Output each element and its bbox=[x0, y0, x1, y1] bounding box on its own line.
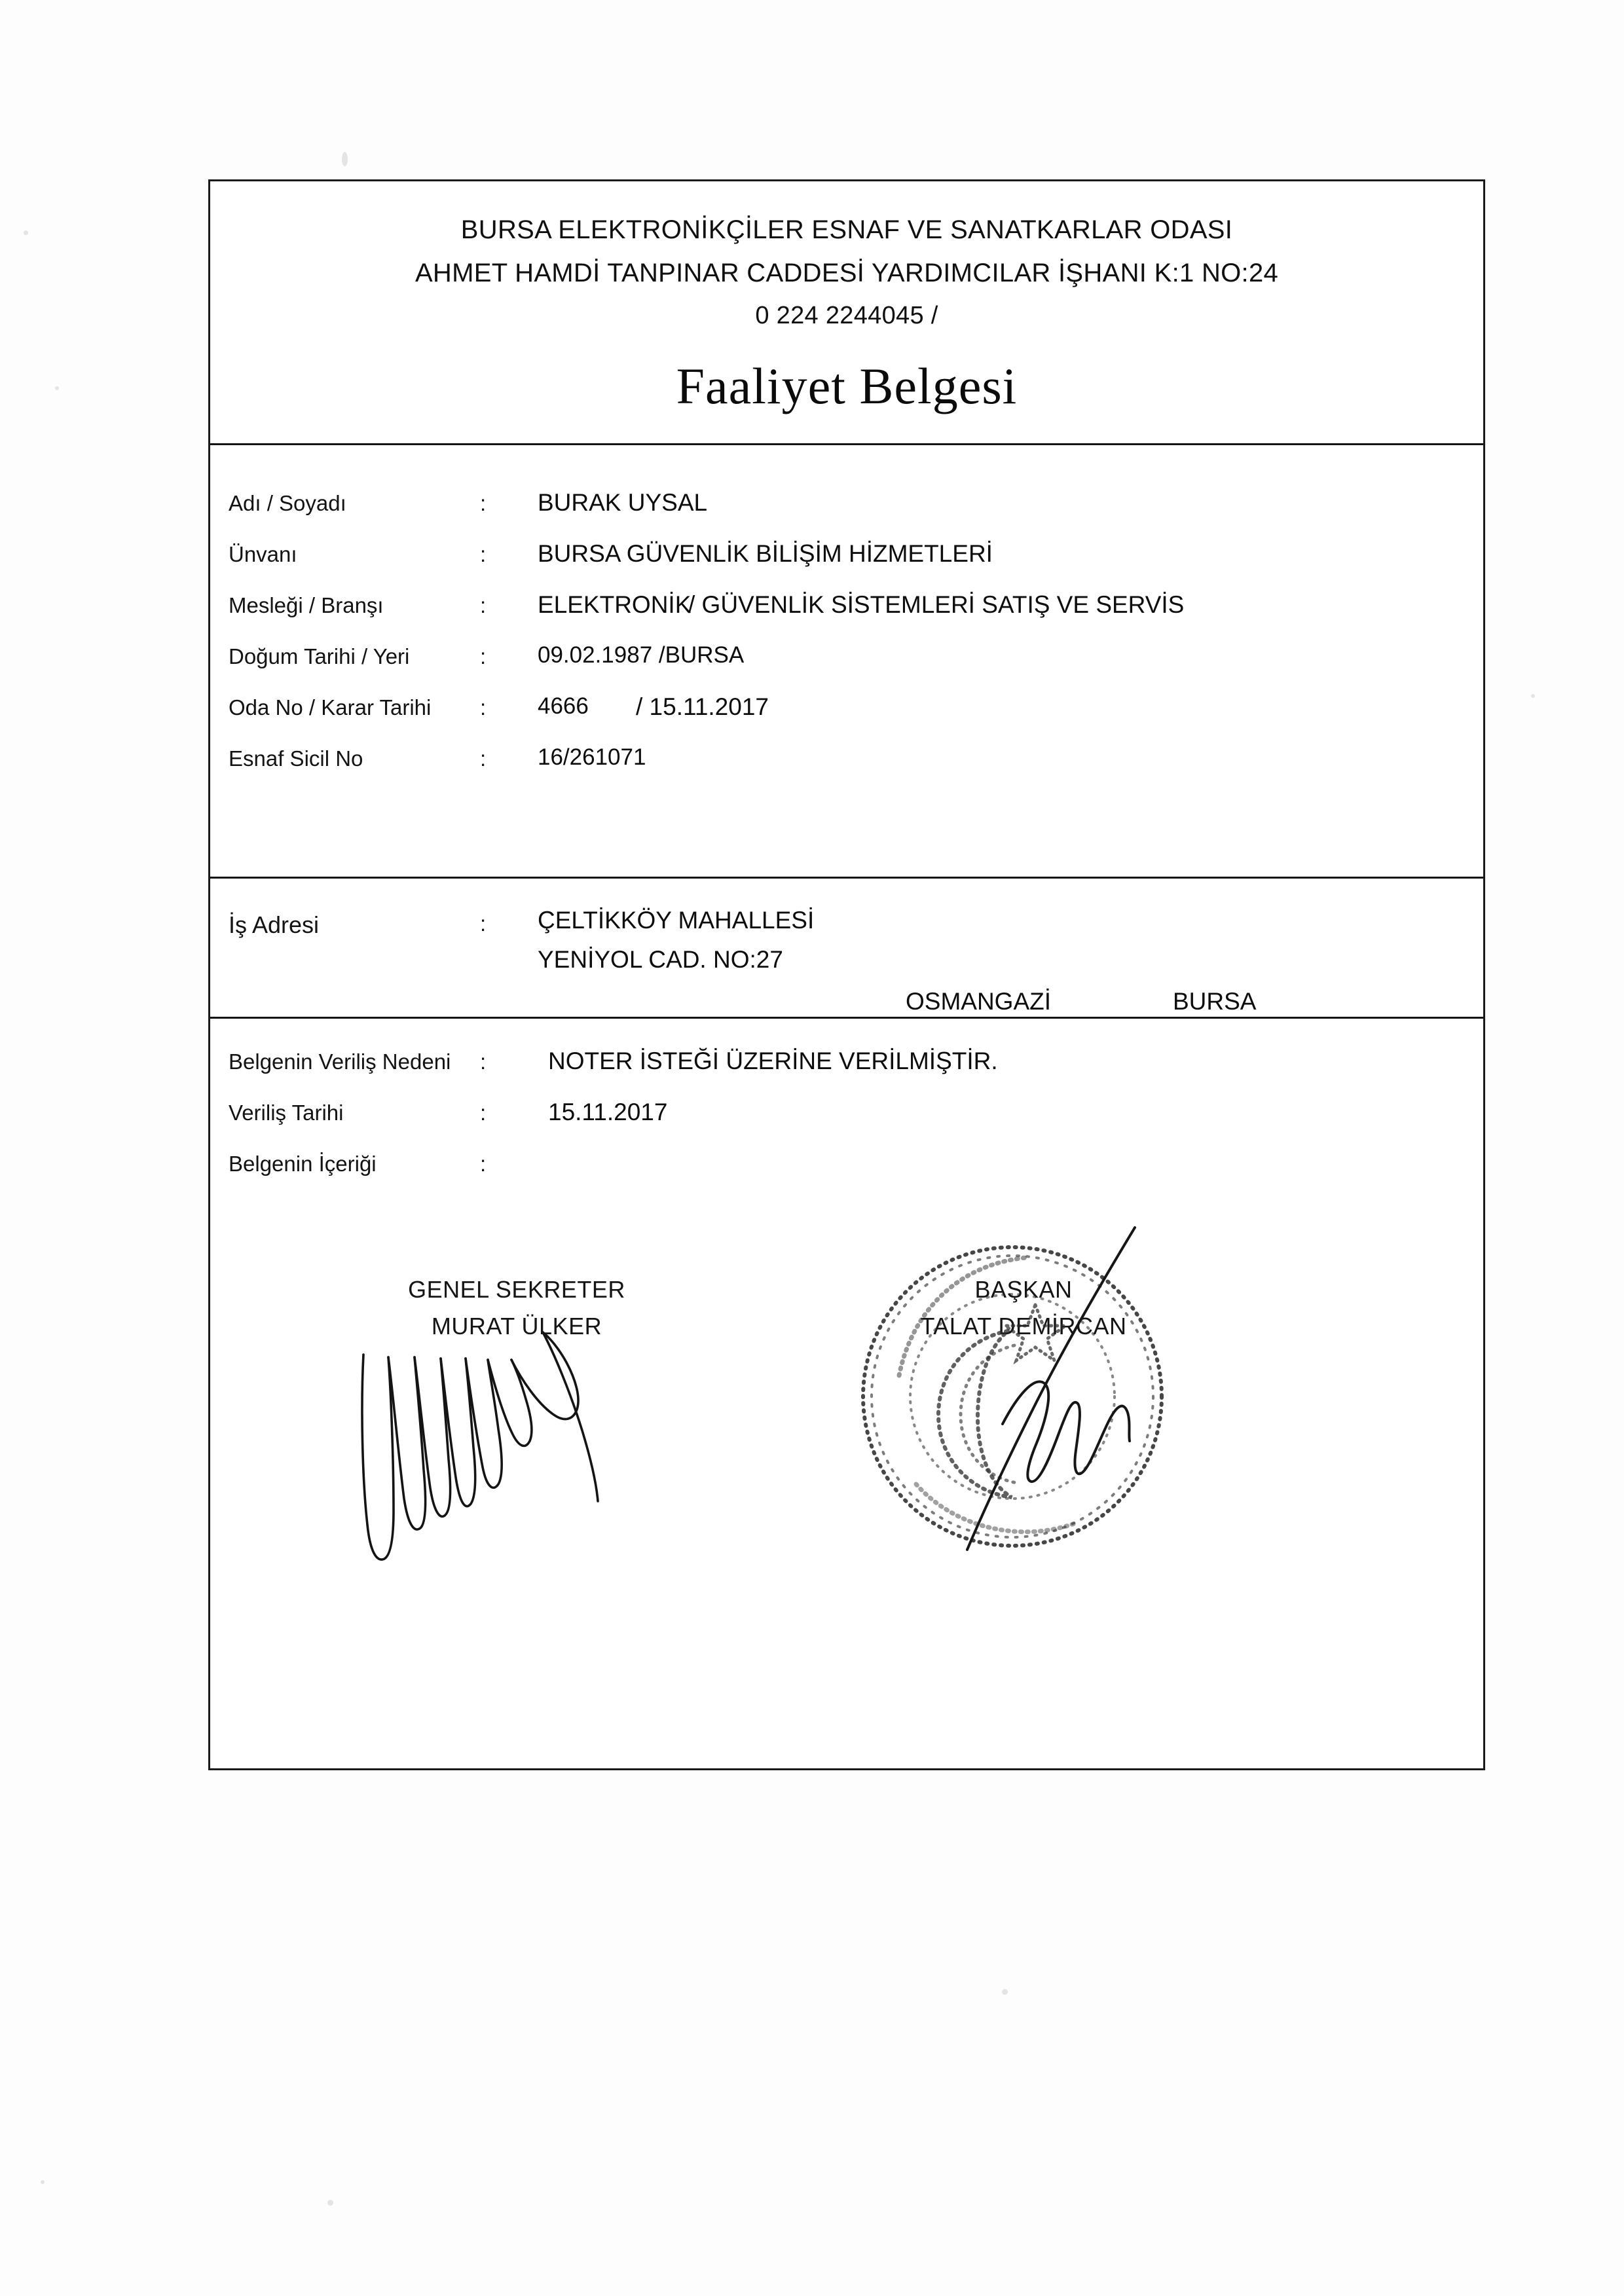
field-colon: : bbox=[480, 695, 487, 720]
field-colon: : bbox=[480, 491, 487, 515]
field-value: BURAK UYSAL bbox=[538, 489, 708, 516]
issuance-row bbox=[210, 1049, 1483, 1082]
field-label: Mesleği / Branşı bbox=[229, 593, 384, 617]
divider-above-address bbox=[210, 877, 1483, 879]
page-title: Faaliyet Belgesi bbox=[676, 357, 1018, 414]
issuance-row bbox=[210, 1152, 1483, 1184]
field-row bbox=[210, 542, 1483, 575]
field-label: Esnaf Sicil No bbox=[229, 746, 363, 771]
field-colon: : bbox=[480, 644, 487, 668]
field-value: 09.02.1987 /BURSA bbox=[538, 642, 745, 668]
field-row bbox=[210, 695, 1483, 728]
organization-address: AHMET HAMDİ TANPINAR CADDESİ YARDIMCILAR İŞHANI K:1 NO:24 bbox=[415, 259, 1279, 287]
organization-phone: 0 224 2244045 / bbox=[755, 302, 938, 329]
field-label: Belgenin Veriliş Nedeni bbox=[229, 1049, 451, 1074]
field-row bbox=[210, 491, 1483, 524]
field-value-secondary: / 15.11.2017 bbox=[636, 693, 769, 720]
scan-speck bbox=[1002, 1989, 1008, 1995]
field-label: Belgenin İçeriği bbox=[229, 1152, 377, 1176]
field-row bbox=[210, 593, 1483, 626]
document-frame bbox=[208, 179, 1485, 1770]
field-value: 16/261071 bbox=[538, 744, 646, 770]
address-line-1: ÇELTİKKÖY MAHALLESİ bbox=[538, 907, 815, 934]
address-row bbox=[210, 911, 1483, 944]
address-province: BURSA bbox=[1173, 988, 1257, 1015]
field-value: ELEKTRONİK bbox=[538, 591, 692, 618]
field-colon: : bbox=[480, 542, 487, 566]
field-label: Adı / Soyadı bbox=[229, 491, 346, 515]
field-value: 4666 bbox=[538, 693, 589, 719]
field-label: Ünvanı bbox=[229, 542, 297, 566]
signature-role: BAŞKAN bbox=[974, 1276, 1073, 1303]
field-row bbox=[210, 746, 1483, 779]
address-district: OSMANGAZİ bbox=[906, 988, 1052, 1015]
issuance-row bbox=[210, 1101, 1483, 1133]
field-label: Doğum Tarihi / Yeri bbox=[229, 644, 410, 668]
field-row bbox=[210, 644, 1483, 677]
organization-name: BURSA ELEKTRONİKÇİLER ESNAF VE SANATKARLAR ODASI bbox=[460, 215, 1233, 244]
scan-speck bbox=[24, 230, 28, 235]
scan-speck bbox=[55, 386, 59, 390]
signature-role: GENEL SEKRETER bbox=[408, 1276, 625, 1303]
field-colon: : bbox=[480, 593, 487, 617]
scan-speck bbox=[342, 152, 348, 166]
divider-under-title bbox=[210, 443, 1483, 445]
signature-name: MURAT ÜLKER bbox=[431, 1313, 602, 1339]
field-colon: : bbox=[480, 1152, 487, 1176]
field-value: BURSA GÜVENLİK BİLİŞİM HİZMETLERİ bbox=[538, 540, 993, 567]
field-label: Veriliş Tarihi bbox=[229, 1101, 344, 1125]
field-colon: : bbox=[480, 1101, 487, 1125]
address-label: İş Adresi bbox=[229, 911, 320, 938]
scan-speck bbox=[41, 2180, 45, 2184]
field-label: Oda No / Karar Tarihi bbox=[229, 695, 432, 720]
official-seal-stamp bbox=[839, 1221, 1186, 1568]
divider-below-address bbox=[210, 1017, 1483, 1019]
field-value: 15.11.2017 bbox=[548, 1099, 668, 1125]
address-line-2: YENİYOL CAD. NO:27 bbox=[538, 946, 783, 973]
field-colon: : bbox=[480, 1049, 487, 1074]
signature-name: TALAT DEMİRCAN bbox=[920, 1313, 1127, 1339]
handwritten-signature-secretary bbox=[348, 1294, 655, 1582]
scan-speck bbox=[327, 2200, 333, 2206]
field-value-secondary: / GÜVENLİK SİSTEMLERİ SATIŞ VE SERVİS bbox=[688, 591, 1185, 618]
field-colon: : bbox=[480, 746, 487, 771]
address-colon: : bbox=[480, 911, 487, 936]
field-value: NOTER İSTEĞİ ÜZERİNE VERİLMİŞTİR. bbox=[548, 1048, 998, 1074]
scan-speck bbox=[1531, 694, 1535, 698]
